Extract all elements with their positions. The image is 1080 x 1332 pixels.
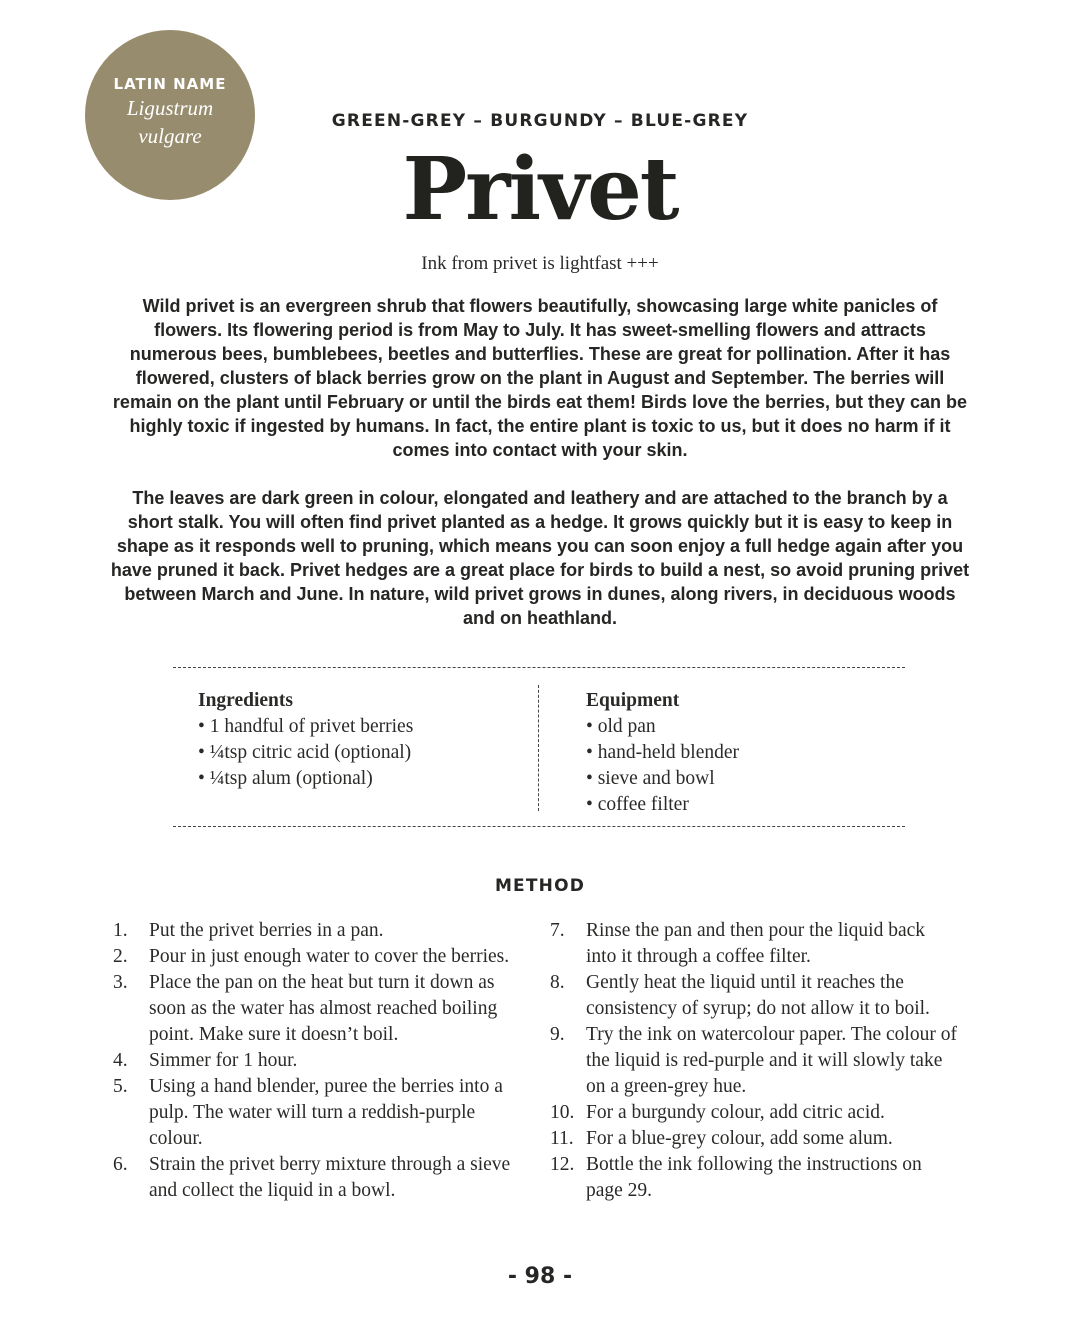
dashed-divider-top (173, 667, 905, 668)
step-text: Pour in just enough water to cover the berries. (149, 946, 510, 967)
equipment-item: • hand-held blender (586, 742, 740, 763)
step-text: Using a hand blender, puree the berries into a pulp. The water will turn a reddish-purple colour. (149, 1076, 503, 1149)
equipment-item: • sieve and bowl (586, 768, 715, 789)
method-step (550, 1152, 960, 1204)
method-step (550, 918, 960, 970)
method-step (113, 1152, 533, 1204)
latin-name-label: LATIN NAME (113, 75, 227, 93)
page-title: Privet (402, 139, 678, 240)
step-text: Simmer for 1 hour. (149, 1050, 298, 1071)
method-step (113, 944, 533, 970)
step-text: Gently heat the liquid until it reaches the consistency of syrup; do not allow it to boil. (586, 972, 930, 1019)
method-step (113, 1048, 533, 1074)
ingredients-section (198, 688, 413, 792)
step-number: 1. (113, 920, 128, 941)
ingredients-heading: Ingredients (198, 690, 293, 711)
step-number: 3. (113, 972, 128, 993)
lightfast-subtitle: Ink from privet is lightfast +++ (421, 253, 659, 274)
step-text: For a blue-grey colour, add some alum. (586, 1128, 893, 1149)
step-text: Bottle the ink following the instructions on page 29. (586, 1154, 922, 1201)
ingredient-item: • ¼tsp alum (optional) (198, 768, 373, 789)
dashed-divider-vertical (538, 685, 539, 811)
step-number: 12. (550, 1154, 575, 1175)
page-number: - 98 - (507, 1264, 573, 1289)
step-number: 6. (113, 1154, 128, 1175)
step-text: Place the pan on the heat but turn it down as soon as the water has almost reached boiling point. Make sure it doesn’t boil. (149, 972, 498, 1045)
ingredients-list (198, 714, 413, 792)
step-number: 10. (550, 1102, 575, 1123)
step-text: Rinse the pan and then pour the liquid back into it through a coffee filter. (586, 920, 926, 967)
step-number: 5. (113, 1076, 128, 1097)
method-heading: METHOD (494, 876, 586, 896)
method-steps-left (113, 918, 533, 1204)
method-step (550, 1100, 960, 1126)
latin-name-line1: Ligustrum (126, 96, 214, 120)
equipment-item: • old pan (586, 716, 656, 737)
equipment-list (586, 714, 739, 818)
method-step (550, 970, 960, 1022)
dashed-divider-bottom (173, 826, 905, 827)
step-number: 7. (550, 920, 565, 941)
intro-paragraph-2: The leaves are dark green in colour, elongated and leathery and are attached to the branch by a short stalk. You will often find privet planted as a hedge. It grows quickly but it is easy to keep in shape as it responds well to pruning, which means you can soon enjoy a full hedge again after you have pruned it back. Privet hedges are a great place for birds to build a nest, so avoid pruning privet between March and June. In nature, wild privet grows in dunes, along rivers, in deciduous woods and on heathland. (110, 488, 970, 628)
method-step (113, 1074, 533, 1152)
step-number: 11. (550, 1128, 574, 1149)
method-step (550, 1126, 960, 1152)
colour-range-heading: GREEN-GREY – BURGUNDY – BLUE-GREY (331, 111, 749, 131)
method-step (550, 1022, 960, 1100)
step-number: 8. (550, 972, 565, 993)
ingredient-item: • 1 handful of privet berries (198, 716, 414, 737)
step-number: 9. (550, 1024, 565, 1045)
ingredient-item: • ¼tsp citric acid (optional) (198, 742, 412, 763)
step-text: Strain the privet berry mixture through a sieve and collect the liquid in a bowl. (149, 1154, 511, 1201)
equipment-heading: Equipment (586, 690, 680, 711)
latin-name-line2: vulgare (138, 124, 202, 148)
step-text: Try the ink on watercolour paper. The colour of the liquid is red-purple and it will slowly take on a green-grey hue. (586, 1024, 957, 1097)
equipment-section (586, 688, 739, 818)
intro-paragraph-1: Wild privet is an evergreen shrub that flowers beautifully, showcasing large white panicles of flowers. Its flowering period is from May to July. It has sweet-smelling flowers and attracts numerous bees, bumblebees, beetles and butterflies. These are great for pollination. After it has flowered, clusters of black berries grow on the plant in August and September. The berries will remain on the plant until February or until the birds eat them! Birds love the berries, but they can be highly toxic if ingested by humans. In fact, the entire plant is toxic to us, but it does no harm if it comes into contact with your skin. (112, 296, 968, 460)
method-step (113, 918, 533, 944)
step-number: 2. (113, 946, 128, 967)
step-text: Put the privet berries in a pan. (149, 920, 384, 941)
method-steps-right (550, 918, 960, 1204)
method-step (113, 970, 533, 1048)
step-text: For a burgundy colour, add citric acid. (586, 1102, 885, 1123)
step-number: 4. (113, 1050, 128, 1071)
equipment-item: • coffee filter (586, 794, 689, 815)
